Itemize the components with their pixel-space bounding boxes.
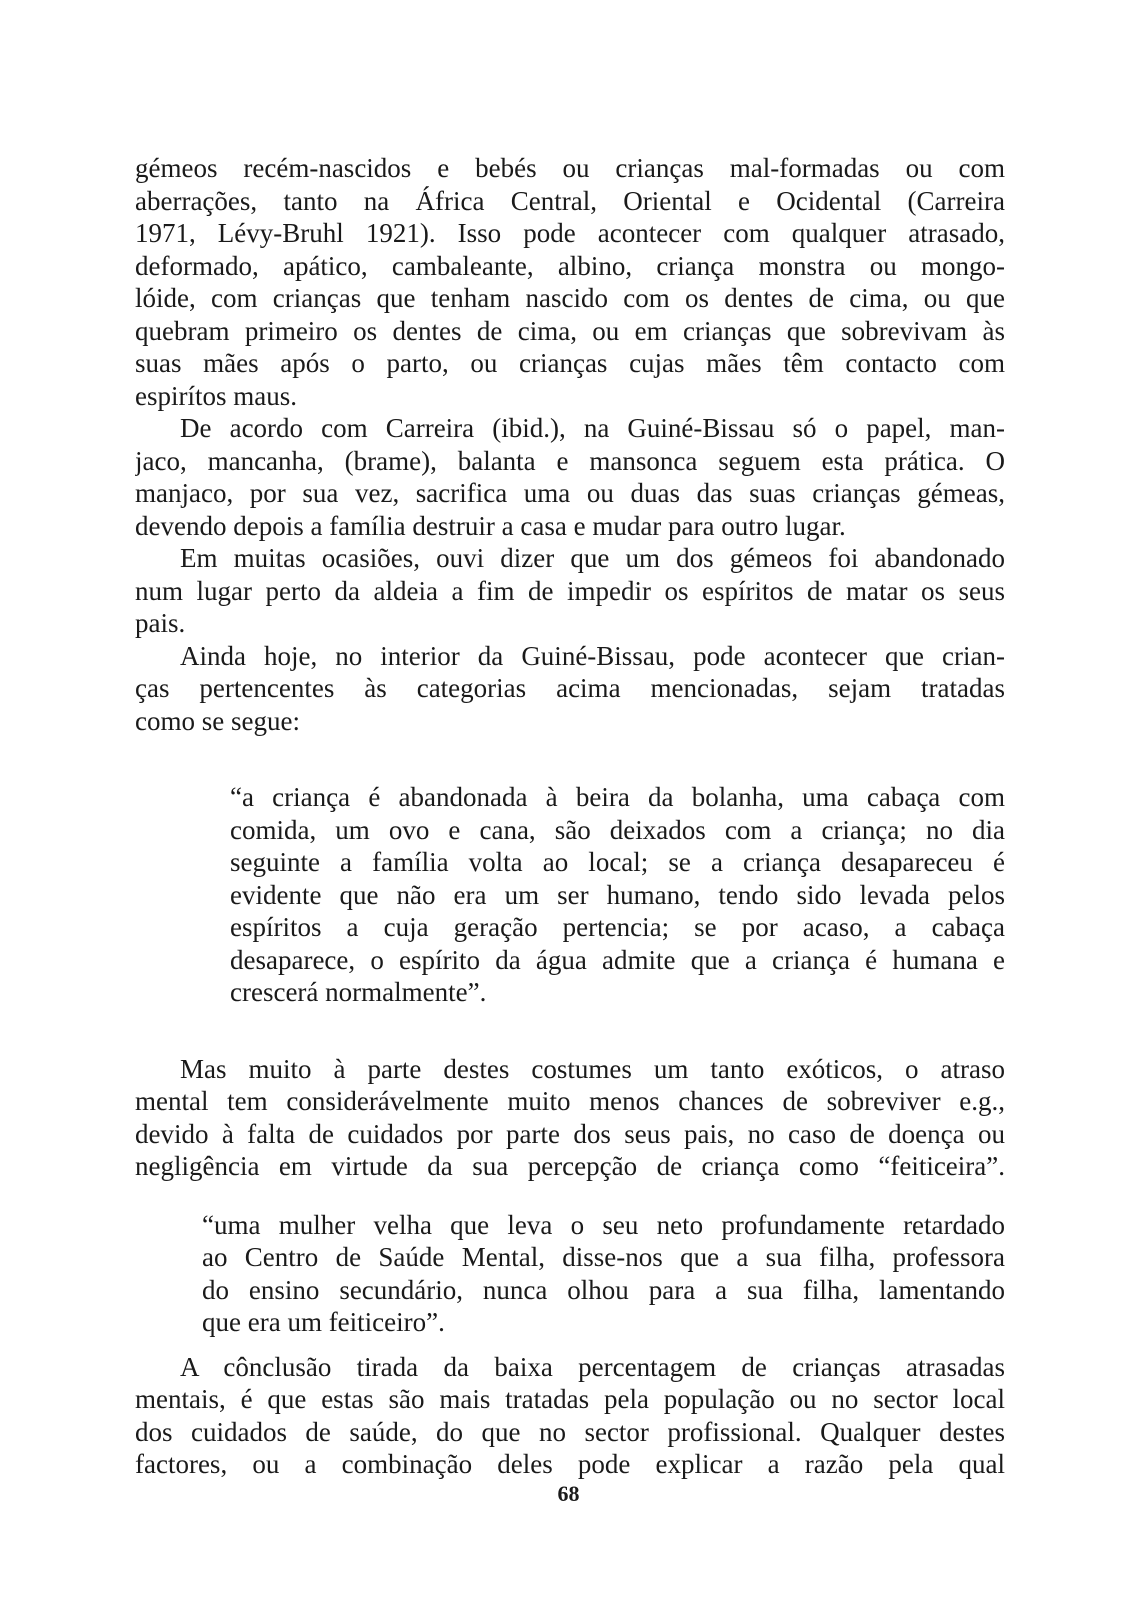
- text-line: do ensino secundário, nunca olhou para a sua filha, lamentando: [202, 1274, 1005, 1305]
- text-line: mentais, é que estas são mais tratadas pela população ou no sector local: [135, 1384, 1005, 1414]
- text-line: “uma mulher velha que leva o seu neto profundamente retardado: [202, 1209, 1005, 1240]
- text-line: manjaco, por sua vez, sacrifica uma ou duas das suas crianças gémeas,: [135, 478, 1005, 508]
- text-line: pais.: [135, 608, 186, 638]
- text-line: ao Centro de Saúde Mental, disse-nos que a sua filha, professora: [202, 1242, 1005, 1272]
- text-line: “a criança é abandonada à beira da bolanha, uma cabaça com: [230, 782, 1005, 812]
- text-line: dos cuidados de saúde, do que no sector profissional. Qualquer destes: [135, 1416, 1005, 1447]
- block-quote: [230, 781, 1005, 1009]
- text-line: crescerá normalmente”.: [230, 977, 487, 1007]
- text-line: Mas muito à parte destes costumes um tanto exóticos, o atraso: [180, 1053, 1005, 1084]
- paragraph: [135, 152, 1005, 412]
- page-number: 68: [557, 1481, 580, 1506]
- text-line: A cônclusão tirada da baixa percentagem de crianças atrasadas: [180, 1351, 1005, 1382]
- text-line: negligência em virtude da sua percepção de criança como “feiticeira”.: [135, 1151, 1005, 1181]
- paragraph: [135, 542, 1005, 640]
- text-line: num lugar perto da aldeia a fim de impedir os espíritos de matar os seus: [135, 575, 1005, 606]
- text-line: 1971, Lévy-Bruhl 1921). Isso pode acontecer com qualquer atrasado,: [135, 218, 1005, 248]
- text-line: jaco, mancanha, (brame), balanta e mansonca seguem esta prática. O: [135, 445, 1005, 476]
- text-line: aberrações, tanto na África Central, Oriental e Ocidental (Carreira: [135, 185, 1005, 216]
- spacer: [135, 1339, 1005, 1351]
- paragraph: [135, 1351, 1005, 1481]
- paragraph: [135, 640, 1005, 738]
- text-line: deformado, apático, cambaleante, albino, criança monstra ou mongo-: [135, 250, 1005, 281]
- text-line: seguinte a família volta ao local; se a criança desapareceu é: [230, 847, 1005, 877]
- text-line: lóide, com crianças que tenham nascido com os dentes de cima, ou que: [135, 283, 1005, 313]
- text-line: devido à falta de cuidados por parte dos seus pais, no caso de doença ou: [135, 1118, 1005, 1149]
- text-line: ças pertencentes às categorias acima mencionadas, sejam tratadas: [135, 673, 1005, 703]
- text-line: Em muitas ocasiões, ouvi dizer que um dos gémeos foi abandonado: [180, 543, 1005, 573]
- text-line: De acordo com Carreira (ibid.), na Guiné-Bissau só o papel, man-: [180, 413, 1005, 443]
- spacer: [135, 1183, 1005, 1209]
- text-line: gémeos recém-nascidos e bebés ou crianças mal-formadas ou com: [135, 153, 1005, 183]
- text-line: quebram primeiro os dentes de cima, ou em crianças que sobrevivam às: [135, 315, 1005, 346]
- text-line: evidente que não era um ser humano, tendo sido levada pelos: [230, 879, 1005, 910]
- text-line: mental tem considerávelmente muito menos chances de sobreviver e.g.,: [135, 1086, 1005, 1116]
- text-line: espirítos maus.: [135, 380, 297, 411]
- text-line: suas mães após o parto, ou crianças cujas mães têm contacto com: [135, 348, 1005, 378]
- block-quote: [202, 1209, 1005, 1339]
- paragraph: [135, 412, 1005, 542]
- text-line: espíritos a cuja geração pertencia; se por acaso, a cabaça: [230, 912, 1005, 942]
- paragraph: [135, 1053, 1005, 1183]
- spacer: [135, 1009, 1005, 1053]
- spacer: [135, 737, 1005, 781]
- text-line: que era um feiticeiro”.: [202, 1307, 445, 1337]
- text-line: devendo depois a família destruir a casa e mudar para outro lugar.: [135, 510, 846, 541]
- text-line: comida, um ovo e cana, são deixados com a criança; no dia: [230, 814, 1005, 845]
- text-line: como se segue:: [135, 705, 300, 736]
- text-line: desaparece, o espírito da água admite que a criança é humana e: [230, 944, 1005, 975]
- text-line: Ainda hoje, no interior da Guiné-Bissau, pode acontecer que crian-: [180, 640, 1005, 671]
- page-text: [135, 152, 1005, 1481]
- text-line: factores, ou a combinação deles pode explicar a razão pela qual: [135, 1449, 1005, 1479]
